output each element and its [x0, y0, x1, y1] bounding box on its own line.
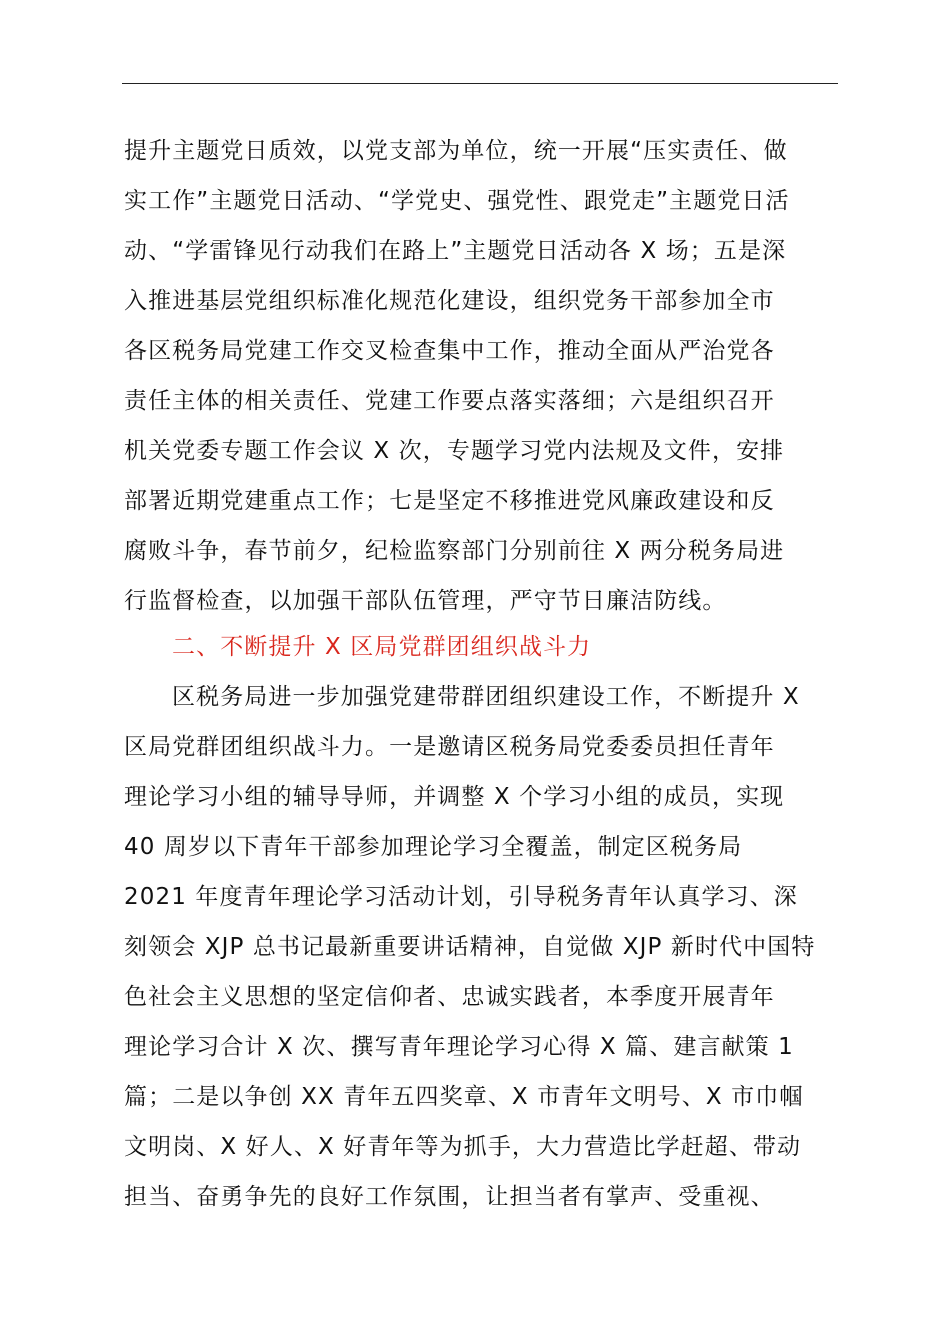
section-heading: 二、不断提升 X 区局党群团组织战斗力 — [172, 634, 592, 660]
paragraph-2-line: 区税务局进一步加强党建带群团组织建设工作，不断提升 X — [172, 684, 800, 710]
paragraph-2-line: 篇；二是以争创 XX 青年五四奖章、X 市青年文明号、X 市巾帼 — [124, 1084, 804, 1110]
paragraph-2-line: 理论学习合计 X 次、撰写青年理论学习心得 X 篇、建言献策 1 — [124, 1034, 794, 1060]
paragraph-2-line: 刻领会 XJP 总书记最新重要讲话精神，自觉做 XJP 新时代中国特 — [124, 934, 816, 960]
paragraph-1-line: 责任主体的相关责任、党建工作要点落实落细；六是组织召开 — [124, 388, 775, 414]
paragraph-2-line: 区局党群团组织战斗力。一是邀请区税务局党委委员担任青年 — [124, 734, 775, 760]
paragraph-1-line: 行监督检查，以加强干部队伍管理，严守节日廉洁防线。 — [124, 588, 727, 614]
paragraph-2-line: 2021 年度青年理论学习活动计划，引导税务青年认真学习、深 — [124, 884, 798, 910]
paragraph-1-line: 部署近期党建重点工作；七是坚定不移推进党风廉政建设和反 — [124, 488, 775, 514]
header-rule — [122, 83, 838, 84]
paragraph-1-line: 提升主题党日质效，以党支部为单位，统一开展“压实责任、做 — [124, 138, 788, 164]
paragraph-1-line: 实工作”主题党日活动、“学党史、强党性、跟党走”主题党日活 — [124, 188, 790, 214]
paragraph-2-line: 色社会主义思想的坚定信仰者、忠诚实践者，本季度开展青年 — [124, 984, 775, 1010]
paragraph-2-line: 担当、奋勇争先的良好工作氛围，让担当者有掌声、受重视、 — [124, 1184, 775, 1210]
paragraph-1-line: 各区税务局党建工作交叉检查集中工作，推动全面从严治党各 — [124, 338, 775, 364]
paragraph-2-line: 40 周岁以下青年干部参加理论学习全覆盖，制定区税务局 — [124, 834, 743, 860]
paragraph-1-line: 动、“学雷锋见行动我们在路上”主题党日活动各 X 场；五是深 — [124, 238, 787, 264]
paragraph-1-line: 机关党委专题工作会议 X 次，专题学习党内法规及文件，安排 — [124, 438, 785, 464]
paragraph-1-line: 入推进基层党组织标准化规范化建设，组织党务干部参加全市 — [124, 288, 775, 314]
paragraph-2-line: 理论学习小组的辅导导师，并调整 X 个学习小组的成员，实现 — [124, 784, 785, 810]
paragraph-2-line: 文明岗、X 好人、X 好青年等为抓手，大力营造比学赶超、带动 — [124, 1134, 802, 1160]
paragraph-1-line: 腐败斗争，春节前夕，纪检监察部门分别前往 X 两分税务局进 — [124, 538, 785, 564]
